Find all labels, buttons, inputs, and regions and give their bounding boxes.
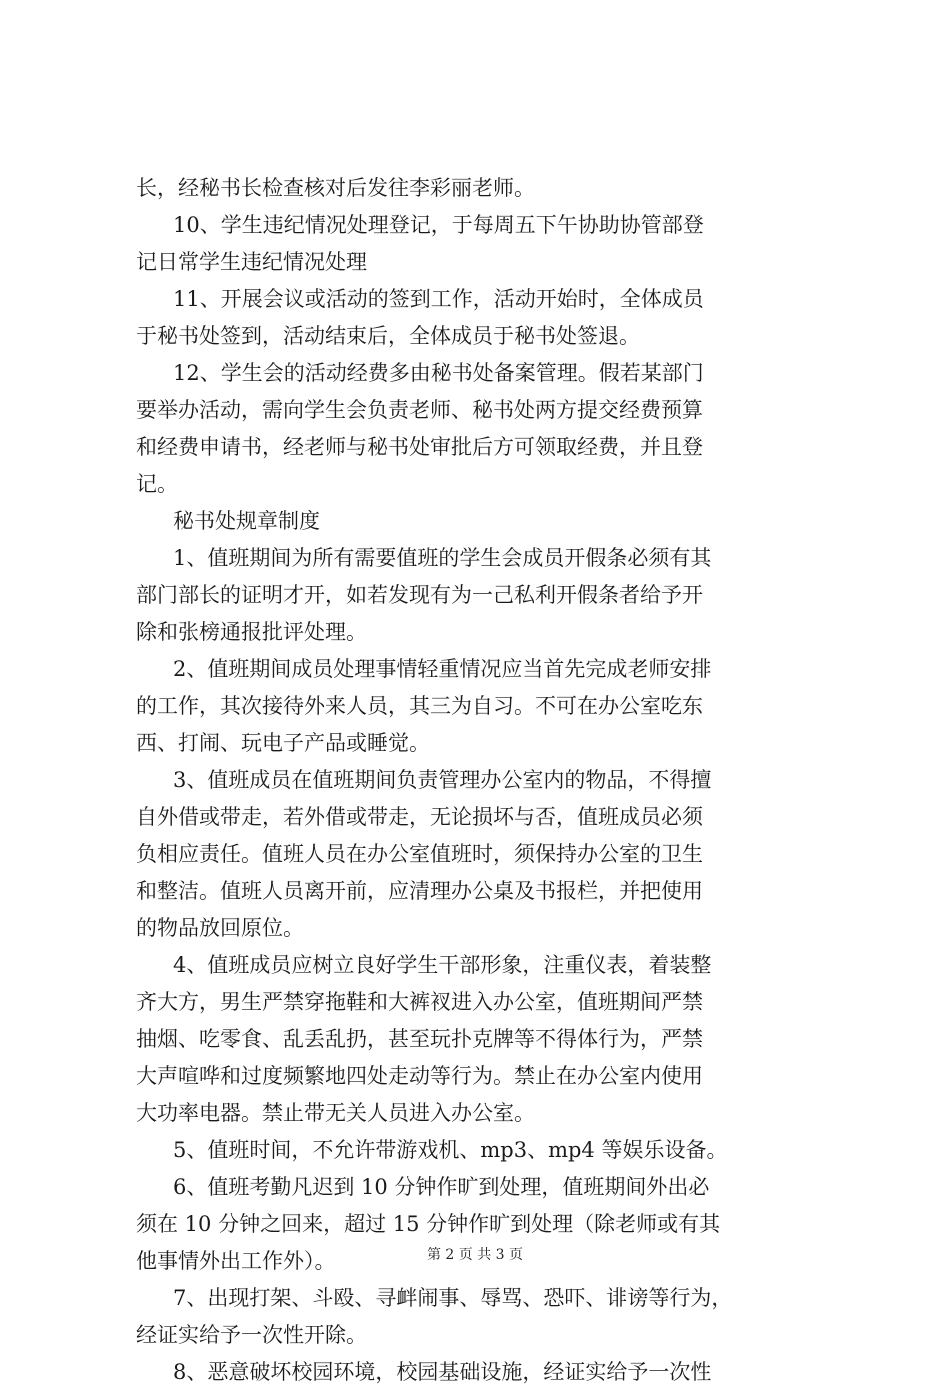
text-line: 齐大方，男生严禁穿拖鞋和大裤衩进入办公室，值班期间严禁	[136, 990, 703, 1014]
text-line: 记日常学生违纪情况处理	[136, 250, 367, 274]
text-line: 经证实给予一次性开除。	[136, 1323, 367, 1347]
page-footer: 第 2 页 共 3 页	[426, 1247, 524, 1263]
text-line: 6、值班考勤凡迟到 10 分钟作旷到处理，值班期间外出必	[173, 1175, 710, 1199]
text-line: 5、值班时间，不允许带游戏机、mp3、mp4 等娱乐设备。	[173, 1138, 728, 1162]
text-line: 12、学生会的活动经费多由秘书处备案管理。假若某部门	[173, 361, 704, 385]
text-line: 除和张榜通报批评处理。	[136, 620, 367, 644]
text-line: 须在 10 分钟之回来，超过 15 分钟作旷到处理（除老师或有其	[136, 1212, 721, 1236]
text-line: 大功率电器。禁止带无关人员进入办公室。	[136, 1101, 535, 1125]
text-line: 3、值班成员在值班期间负责管理办公室内的物品，不得擅	[173, 768, 712, 792]
text-line: 他事情外出工作外）。	[136, 1249, 336, 1273]
text-line: 部门部长的证明才开，如若发现有为一己私利开假条者给予开	[136, 583, 703, 607]
text-line: 2、值班期间成员处理事情轻重情况应当首先完成老师安排	[173, 657, 712, 681]
text-line: 要举办活动，需向学生会负责老师、秘书处两方提交经费预算	[136, 398, 703, 422]
text-line: 8、恶意破坏校园环境，校园基础设施，经证实给予一次性	[173, 1360, 712, 1384]
document-body	[136, 170, 836, 1391]
text-line: 长，经秘书长检查核对后发往李彩丽老师。	[136, 176, 535, 200]
text-line: 4、值班成员应树立良好学生干部形象，注重仪表，着装整	[173, 953, 712, 977]
text-line: 大声喧哗和过度频繁地四处走动等行为。禁止在办公室内使用	[136, 1064, 703, 1088]
text-line: 于秘书处签到，活动结束后，全体成员于秘书处签退。	[136, 324, 640, 348]
text-line: 的物品放回原位。	[136, 916, 304, 940]
text-line: 抽烟、吃零食、乱丢乱扔，甚至玩扑克牌等不得体行为，严禁	[136, 1027, 703, 1051]
text-line: 自外借或带走，若外借或带走，无论损坏与否，值班成员必须	[136, 805, 703, 829]
text-line: 11、开展会议或活动的签到工作，活动开始时，全体成员	[173, 287, 704, 311]
text-line: 负相应责任。值班人员在办公室值班时，须保持办公室的卫生	[136, 842, 703, 866]
text-line: 1、值班期间为所有需要值班的学生会成员开假条必须有其	[173, 546, 712, 570]
text-line: 秘书处规章制度	[173, 509, 320, 533]
text-line: 的工作，其次接待外来人员，其三为自习。不可在办公室吃东	[136, 694, 703, 718]
text-line: 和整洁。值班人员离开前，应清理办公桌及书报栏，并把使用	[136, 879, 703, 903]
text-line: 7、出现打架、斗殴、寻衅闹事、辱骂、恐吓、诽谤等行为，	[173, 1286, 733, 1310]
text-line: 记。	[136, 472, 178, 496]
text-line: 西、打闹、玩电子产品或睡觉。	[136, 731, 430, 755]
text-line: 和经费申请书，经老师与秘书处审批后方可领取经费，并且登	[136, 435, 703, 459]
text-line: 10、学生违纪情况处理登记，于每周五下午协助协管部登	[173, 213, 704, 237]
